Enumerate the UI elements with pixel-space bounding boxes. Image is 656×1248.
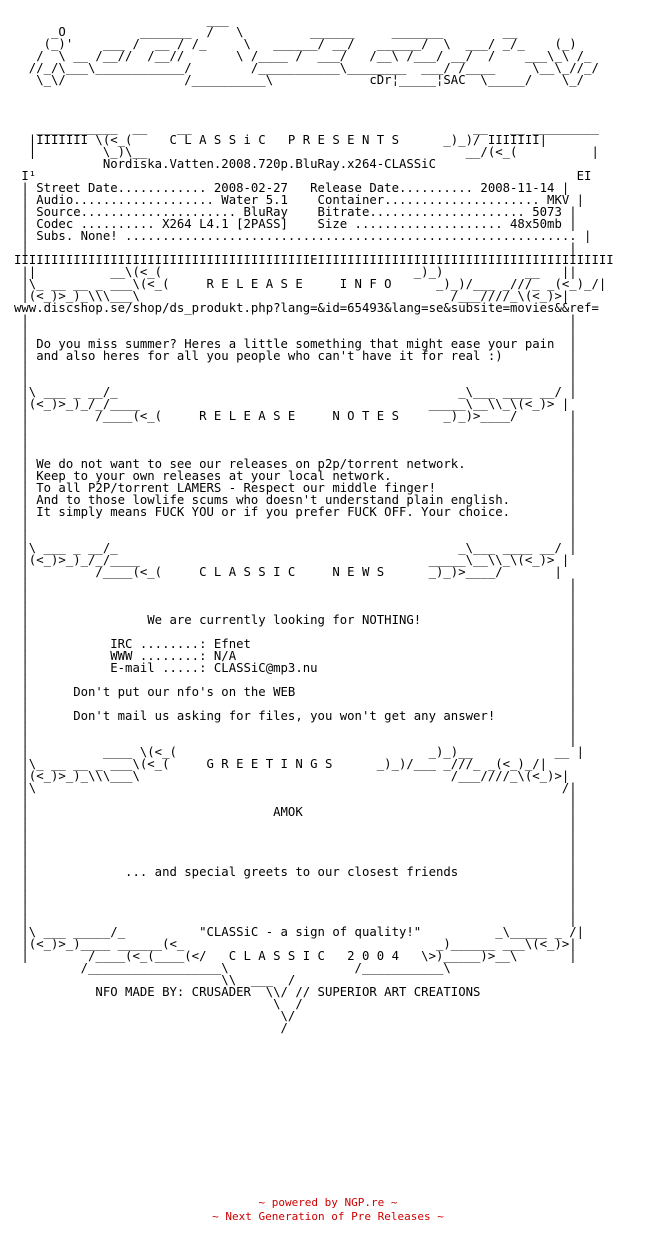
nfo-line: | | [14, 589, 577, 603]
nfo-line: ___________ __ __ __ __ _________ [14, 121, 599, 135]
nfo-line: | \_)\__ __/(<_( | [14, 145, 599, 159]
nfo-line: |(<_)>_)_/_/____ _____\__\\_\(<_)> | [14, 397, 570, 411]
nfo-line: IIIIIIIIIIIIIIIIIIIIIIIIIIIIIIIIIIIIIIIIEIIIIIIIIIIIIIIIIIIIIIIIIIIIIIIIIIIIIIIII [14, 253, 614, 267]
nfo-line: | Audio................... Water 5.1 Container..................... MKV | [14, 193, 585, 207]
nfo-line: _O _______ / \ ______ _______ __ [14, 25, 518, 39]
nfo-line: / [14, 1021, 288, 1035]
nfo-line: | Keep to your own releases at your local network. | [14, 469, 577, 483]
nfo-line [14, 86, 614, 98]
nfo-text [14, 14, 614, 1034]
nfo-line: |(<_)>_)_/_/____ _____\__\\_\(<_)> | [14, 553, 570, 567]
nfo-line: | /____(<_( C L A S S I C N E W S _)_)>____/ | [14, 565, 562, 579]
nfo-line: \\ ___ / [14, 973, 296, 987]
nfo-line: | | [14, 373, 577, 387]
nfo-line: | AMOK | [14, 805, 577, 819]
nfo-line: | ____ \(<_( _)_)__ __ | [14, 745, 585, 759]
nfo-line: | Source..................... BluRay Bitrate..................... 5073 | [14, 205, 577, 219]
nfo-line: | | [14, 601, 577, 615]
nfo-line: |\_ __ __ _ ___\(<_( G R E E T I N G S _)_)/___ _///_ _(<_)_/| [14, 757, 548, 771]
nfo-line: //_/\___\____________/ /___________\________ ___/ /____ \__\_//_/ [14, 61, 599, 75]
nfo-line: | Street Date............ 2008-02-27 Release Date.......... 2008-11-14 | [14, 181, 570, 195]
nfo-line: | E-mail .....: CLASSiC@mp3.nu | [14, 661, 577, 675]
nfo-line: | /____(<_( R E L E A S E N O T E S _)_)>____/ | [14, 409, 577, 423]
nfo-line: |(<_)>_)_\\\___\ /___////_\(<_)>| [14, 289, 570, 303]
nfo-line [14, 98, 614, 110]
nfo-line: | | [14, 889, 577, 903]
nfo-line: | | [14, 841, 577, 855]
nfo-line: NFO MADE BY: CRUSADER \\/ // SUPERIOR ART CREATIONS [14, 985, 481, 999]
nfo-line: www.discshop.se/shop/ds_produkt.php?lang=&id=65493&lang=se&subsite=movies&&ref= [14, 301, 599, 315]
nfo-line: | /____(<_(____(</ C L A S S I C 2 0 0 4 \>)_____)>__\ | [14, 949, 577, 963]
nfo-line: \/ [14, 1009, 296, 1023]
nfo-line: | | [14, 793, 577, 807]
nfo-line: ___ [14, 13, 229, 27]
nfo-line: | Do you miss summer? Heres a little something that might ease your pain | [14, 337, 577, 351]
nfo-line: | | [14, 733, 577, 747]
nfo-line: | Subs. None! ............................................................. | [14, 229, 592, 243]
nfo-line: | | [14, 577, 577, 591]
nfo-line: | | [14, 697, 577, 711]
nfo-line: | | [14, 241, 577, 255]
nfo-line: |(<_)>_)_\\\___\ /___////_\(<_)>| [14, 769, 570, 783]
nfo-line: /__________________\ /___________\ [14, 961, 451, 975]
nfo-line: | | [14, 625, 577, 639]
nfo-line: | It simply means FUCK YOU or if you prefer FUCK OFF. Your choice. | [14, 505, 577, 519]
nfo-line: | | [14, 721, 577, 735]
nfo-line: I¹ EI [14, 169, 592, 183]
nfo-line: | And to those lowlife scums who doesn't understand plain english. | [14, 493, 577, 507]
nfo-line: | ... and special greets to our closest friends | [14, 865, 577, 879]
nfo-line: | | [14, 325, 577, 339]
nfo-line: | | [14, 421, 577, 435]
nfo-line: |\ ___ _ __/_ _\___ ____ __/ | [14, 385, 577, 399]
footer-powered: ~ powered by NGP.re ~ [258, 1196, 398, 1209]
nfo-line: | Don't put our nfo's on the WEB | [14, 685, 577, 699]
nfo-line: | | [14, 913, 577, 927]
nfo-line: | | [14, 445, 577, 459]
nfo-line: | WWW ........: N/A | [14, 649, 577, 663]
nfo-line: || __\(<_( _)_) __ || [14, 265, 577, 279]
nfo-line: | | [14, 433, 577, 447]
nfo-line: |IIIIIII \(<_( C L A S S i C P R E S E N T S _)_)/ IIIIIII| [14, 133, 548, 147]
nfo-line: | | [14, 529, 577, 543]
nfo-line: / \ __ /__// /__// \ /____ / ___/ /__\ /___/ __/ / ___\_\ /_ [14, 49, 592, 63]
nfo-line: | | [14, 817, 577, 831]
footer [0, 1196, 656, 1224]
nfo-line: \ / [14, 997, 303, 1011]
nfo-line: | We do not want to see our releases on p2p/torrent network. | [14, 457, 577, 471]
nfo-line: | | [14, 673, 577, 687]
nfo-line: | Codec .......... X264 L4.1 [2PASS] Size .................... 48x50mb | [14, 217, 577, 231]
nfo-line: | | [14, 901, 577, 915]
nfo-line: \_\/ /__________\ cDr¦_____¦SAC \_____/ \_/ [14, 73, 585, 87]
nfo-line: | | [14, 517, 577, 531]
nfo-line: |\_ __ __ _ ___\(<_( R E L E A S E I N F O _)_)/___ _///_ _(<_)_/| [14, 277, 607, 291]
nfo-line: (_)' ___ / __ / /_ \ ______/ __/ ______/ \ ___/ _/_ (_) [14, 37, 577, 51]
nfo-line: | | [14, 313, 577, 327]
nfo-line: | | [14, 877, 577, 891]
nfo-line: | and also heres for all you people who can't have it for real :) | [14, 349, 577, 363]
nfo-line: | To all P2P/torrent LAMERS - Respect our middle finger! | [14, 481, 577, 495]
nfo-line: | | [14, 361, 577, 375]
nfo-line: |\ ___ _ __/_ _\___ ____ __/ | [14, 541, 577, 555]
nfo-line: | We are currently looking for NOTHING! | [14, 613, 577, 627]
nfo-line: | | [14, 829, 577, 843]
nfo-line: |(<_)>_)____ ______(<_ _)______ ___\(<_)>| [14, 937, 577, 951]
nfo-line: |\ /| [14, 781, 577, 795]
footer-tagline: ~ Next Generation of Pre Releases ~ [212, 1210, 444, 1223]
nfo-line: |\ ___ _____/_ "CLASSiC - a sign of quality!" _\_____ _ /| [14, 925, 585, 939]
nfo-line: Nordiska.Vatten.2008.720p.BluRay.x264-CLASSiC [14, 157, 436, 171]
nfo-line: | IRC ........: Efnet | [14, 637, 577, 651]
nfo-line: | | [14, 853, 577, 867]
nfo-line: | Don't mail us asking for files, you won't get any answer! | [14, 709, 577, 723]
